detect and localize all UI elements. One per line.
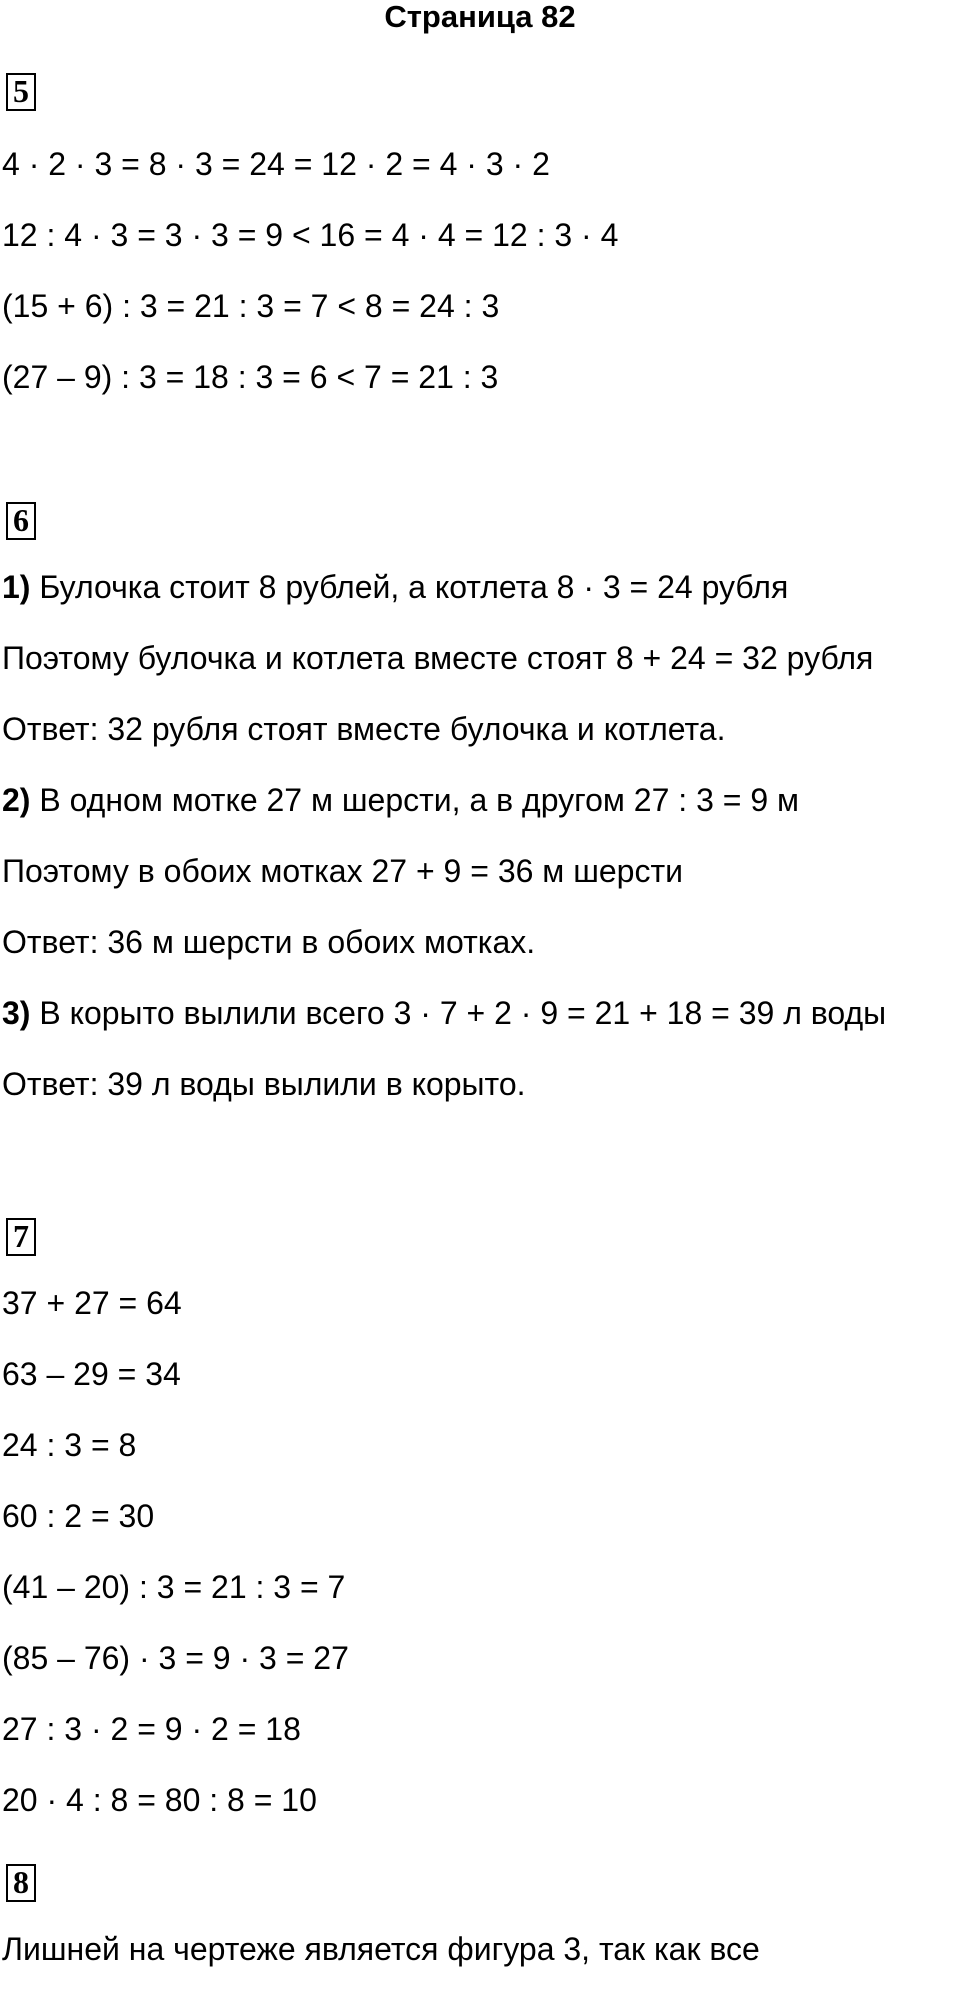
task-line [2,552,886,623]
line-text: В одном мотке 27 м шерсти, а в другом 27 : 3 = 9 м [30,782,800,818]
line-text: 27 : 3 · 2 = 9 · 2 = 18 [2,1711,301,1747]
line-text: Поэтому булочка и котлета вместе стоят 8 + 24 = 32 рубля [2,640,874,676]
line-text: В корыто вылили всего 3 · 7 + 2 · 9 = 21 + 18 = 39 л воды [30,995,887,1031]
page-title: Страница 82 [384,0,576,34]
task-line [2,1914,760,1985]
task-line [2,1481,349,1552]
line-label: 1) [2,569,31,605]
task-line [2,1049,886,1120]
task-line [2,1623,349,1694]
line-text: (85 – 76) · 3 = 9 · 3 = 27 [2,1640,349,1676]
line-text: 12 : 4 · 3 = 3 · 3 = 9 < 16 = 4 · 4 = 12 : 3 · 4 [2,217,619,253]
task-line [2,978,886,1049]
task-line [2,1268,349,1339]
task-lines [2,552,887,1120]
line-text: Поэтому в обоих мотках 27 + 9 = 36 м шерсти [2,853,683,889]
line-text: 20 · 4 : 8 = 80 : 8 = 10 [2,1782,317,1818]
line-text: Ответ: 39 л воды вылили в корыто. [2,1066,526,1102]
task-line [2,907,886,978]
task-line [2,1339,349,1410]
line-text: Ответ: 32 рубля стоят вместе булочка и котлета. [2,711,726,747]
task-number-box: 5 [6,73,36,111]
task-number-box: 7 [6,1218,36,1256]
line-text: (15 + 6) : 3 = 21 : 3 = 7 < 8 = 24 : 3 [2,288,500,324]
task-line [2,342,618,413]
task-number-box: 6 [6,502,36,540]
task-6 [2,502,887,1120]
task-line [2,765,886,836]
task-line [2,271,618,342]
task-line [2,836,886,907]
task-line [2,200,618,271]
task-7 [2,1218,349,1836]
task-line [2,694,886,765]
line-text: (41 – 20) : 3 = 21 : 3 = 7 [2,1569,346,1605]
task-line [2,1694,349,1765]
task-number-box: 8 [6,1864,36,1902]
task-lines [2,1268,349,1836]
task-line [2,1410,349,1481]
line-text: 24 : 3 = 8 [2,1427,137,1463]
line-text: (27 – 9) : 3 = 18 : 3 = 6 < 7 = 21 : 3 [2,359,499,395]
task-line [2,1765,349,1836]
task-line [2,623,886,694]
task-8 [2,1864,760,1985]
task-5 [2,73,619,413]
line-text: 37 + 27 = 64 [2,1285,182,1321]
line-label: 3) [2,995,31,1031]
line-label: 2) [2,782,31,818]
line-text: Лишней на чертеже является фигура 3, так как все [2,1931,760,1967]
line-text: Ответ: 36 м шерсти в обоих мотках. [2,924,536,960]
line-text: Булочка стоит 8 рублей, а котлета 8 · 3 = 24 рубля [30,569,789,605]
task-line [2,1552,349,1623]
line-text: 63 – 29 = 34 [2,1356,181,1392]
task-lines [2,1914,760,1985]
task-lines [2,129,619,413]
line-text: 60 : 2 = 30 [2,1498,155,1534]
task-line [2,129,618,200]
line-text: 4 · 2 · 3 = 8 · 3 = 24 = 12 · 2 = 4 · 3 · 2 [2,146,550,182]
